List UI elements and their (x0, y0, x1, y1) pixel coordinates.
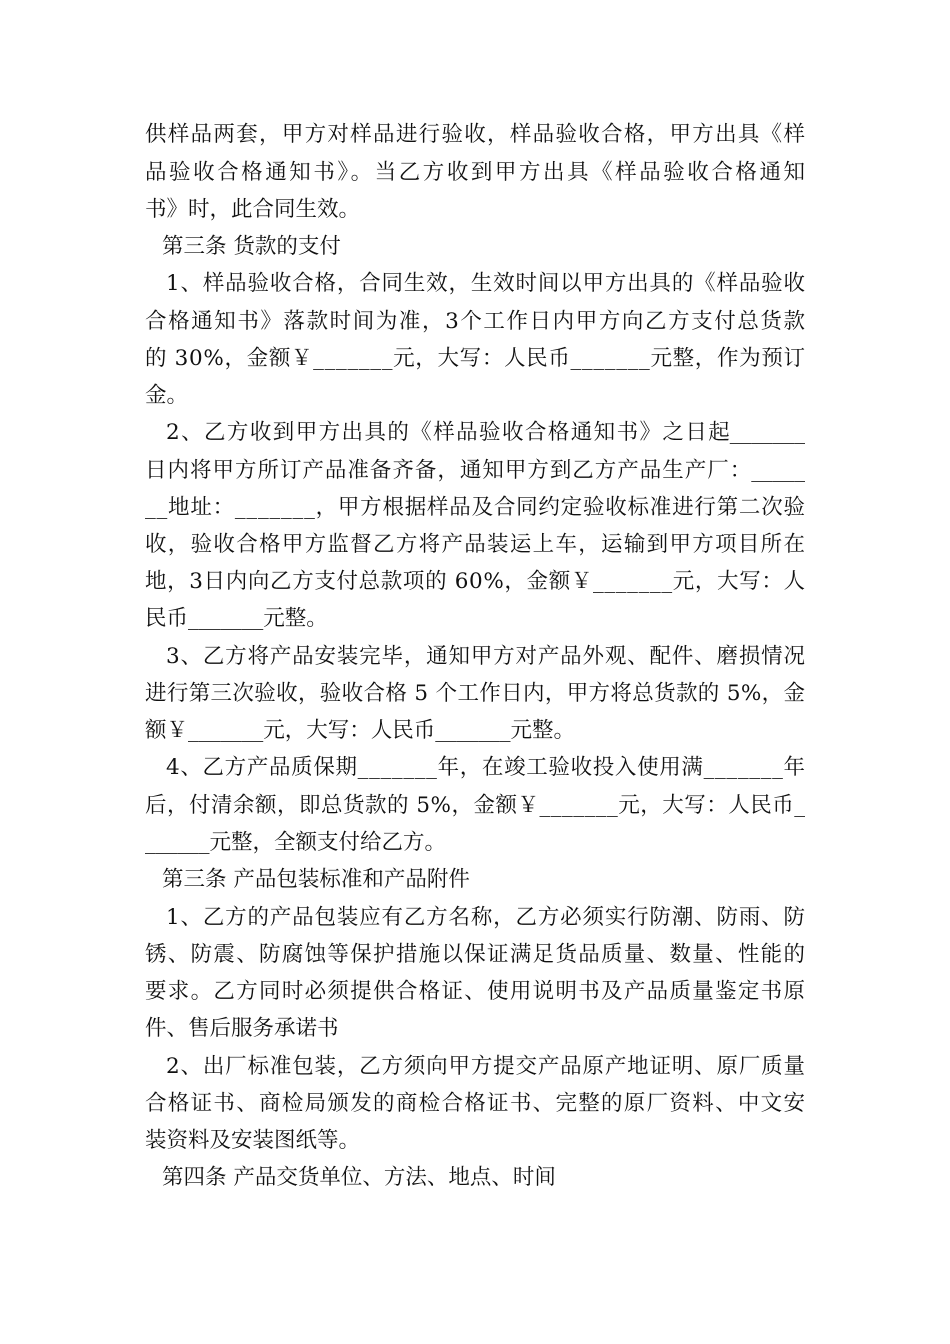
text-line (0, 1122, 950, 1159)
line-text: 额￥_______元，大写：人民币_______元整。 (145, 718, 576, 743)
line-text: 2、出厂标准包装，乙方须向甲方提交产品原产地证明、原厂质量 (166, 1054, 806, 1079)
line-text: 3、乙方将产品安装完毕，通知甲方对产品外观、配件、磨损情况 (166, 644, 806, 669)
text-line (0, 712, 950, 749)
text-line (0, 936, 950, 973)
text-line (0, 973, 950, 1010)
line-text: 地，3日内向乙方支付总款项的 60%，金额￥_______元，大写：人 (145, 569, 806, 594)
line-text: 收，验收合格甲方监督乙方将产品装运上车，运输到甲方项目所在 (145, 532, 807, 557)
line-text: 合格证书、商检局颁发的商检合格证书、完整的原厂资料、中文安 (145, 1091, 807, 1116)
text-line (0, 265, 950, 302)
text-line (0, 749, 950, 786)
section-heading-text: 第四条 产品交货单位、方法、地点、时间 (162, 1165, 556, 1190)
line-text: 件、售后服务承诺书 (145, 1016, 339, 1041)
text-line (0, 154, 950, 191)
line-text: 书》时，此合同生效。 (145, 197, 361, 222)
text-line (0, 675, 950, 712)
line-text: 合格通知书》落款时间为准，3个工作日内甲方向乙方支付总货款 (145, 309, 807, 334)
line-text: 民币_______元整。 (145, 606, 328, 631)
text-line (0, 303, 950, 340)
text-line (0, 899, 950, 936)
text-line (0, 191, 950, 228)
blank-underline: _____ (751, 458, 805, 483)
line-text: ______元整，全额支付给乙方。 (145, 830, 447, 855)
line-text: 品验收合格通知书》。当乙方收到甲方出具《样品验收合格通知 (145, 160, 808, 185)
text-line (0, 116, 950, 153)
line-text: 2、乙方收到甲方出具的《样品验收合格通知书》之日起 (166, 420, 732, 445)
section-heading (0, 861, 950, 898)
line-text: 后，付清余额，即总货款的 5%，金额￥_______元，大写：人民币_ (145, 793, 806, 818)
blank-underline: _______ (729, 420, 805, 445)
line-text: __地址：_______，甲方根据样品及合同约定验收标准进行第二次验 (145, 495, 806, 520)
text-line (0, 377, 950, 414)
line-text: 1、样品验收合格，合同生效，生效时间以甲方出具的《样品验收 (166, 271, 806, 296)
text-line (0, 638, 950, 675)
text-line (0, 787, 950, 824)
text-line (0, 340, 950, 377)
text-line (0, 526, 950, 563)
section-heading (0, 228, 950, 265)
line-text: 锈、防震、防腐蚀等保护措施以保证满足货品质量、数量、性能的 (145, 942, 807, 967)
section-heading-text: 第三条 产品包装标准和产品附件 (162, 867, 470, 892)
text-line (0, 1010, 950, 1047)
section-heading (0, 1159, 950, 1196)
text-line (0, 489, 950, 526)
line-text: 4、乙方产品质保期_______年，在竣工验收投入使用满_______年 (166, 755, 806, 780)
line-text: 1、乙方的产品包装应有乙方名称，乙方必须实行防潮、防雨、防 (166, 905, 806, 930)
line-text: 金。 (145, 383, 189, 408)
line-text: 日内将甲方所订产品准备齐备，通知甲方到乙方产品生产厂： (145, 458, 753, 483)
text-line (0, 414, 950, 451)
line-text: 要求。乙方同时必须提供合格证、使用说明书及产品质量鉴定书原 (145, 979, 807, 1004)
text-line (0, 1085, 950, 1122)
line-text: 进行第三次验收，验收合格 5 个工作日内，甲方将总货款的 5%，金 (145, 681, 806, 706)
line-text: 的 30%，金额￥_______元，大写：人民币_______元整，作为预订 (145, 346, 806, 371)
text-line (0, 824, 950, 861)
text-line (0, 452, 950, 489)
text-line (0, 600, 950, 637)
text-line (0, 1048, 950, 1085)
line-text: 装资料及安装图纸等。 (145, 1128, 361, 1153)
section-heading-text: 第三条 货款的支付 (162, 234, 341, 259)
line-text: 供样品两套，甲方对样品进行验收，样品验收合格，甲方出具《样 (145, 122, 807, 147)
text-line (0, 563, 950, 600)
